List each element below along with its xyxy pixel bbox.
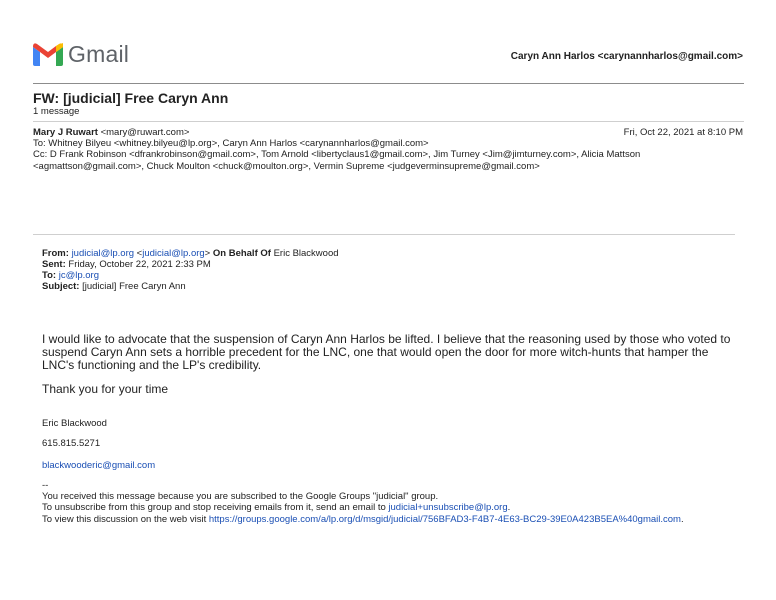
gmail-envelope-icon — [33, 43, 63, 66]
footer-period-2: . — [680, 513, 684, 525]
discussion-link[interactable]: https://groups.google.com/a/lp.org/d/msgid/judicial/756BFAD3-F4B7-4E63-BC29-39E0A423B5EA%40gmail.com — [208, 513, 681, 525]
fwd-subject-label: Subject: — [42, 281, 80, 292]
fwd-sent-label: Sent: — [42, 259, 66, 270]
footer-view-text: To view this discussion on the web visit — [42, 513, 209, 525]
thread-subject: FW: [judicial] Free Caryn Ann — [33, 90, 229, 106]
fwd-subject-row — [42, 281, 339, 292]
fwd-to-label: To: — [42, 270, 57, 281]
fwd-to-row — [42, 270, 339, 281]
header-divider — [33, 83, 744, 84]
fwd-sent-value: Friday, October 22, 2021 2:33 PM — [68, 259, 211, 270]
account-identity: Caryn Ann Harlos <carynannharlos@gmail.com> — [510, 51, 743, 62]
forward-divider — [33, 234, 735, 235]
group-footer — [42, 491, 752, 525]
message-count: 1 message — [33, 106, 80, 117]
message-date: Fri, Oct 22, 2021 at 8:10 PM — [623, 127, 743, 138]
fwd-subject-value: [judicial] Free Caryn Ann — [82, 281, 186, 292]
gmail-wordmark: Gmail — [68, 41, 130, 67]
fwd-behalf-label: On Behalf Of — [212, 248, 271, 259]
message-divider — [33, 121, 744, 122]
recipients-to: To: Whitney Bilyeu <whitney.bilyeu@lp.org>, Caryn Ann Harlos <carynannharlos@gmail.com> — [33, 138, 429, 149]
sender — [33, 127, 189, 138]
signature-email-link[interactable]: blackwooderic@gmail.com — [42, 460, 156, 471]
fwd-gt: > — [204, 248, 211, 259]
sender-name: Mary J Ruwart — [33, 127, 98, 138]
fwd-from-label: From: — [42, 248, 69, 259]
unsubscribe-link[interactable]: judicial+unsubscribe@lp.org — [388, 502, 508, 514]
footer-line-unsubscribe — [42, 502, 752, 513]
body-thanks: Thank you for your time — [42, 382, 169, 396]
fwd-to-link[interactable]: jc@lp.org — [58, 270, 99, 281]
body-paragraph: I would like to advocate that the suspension of Caryn Ann Harlos be lifted. I believe that the reasoning used by those who voted to suspend Caryn Ann sets a horrible precedent for the LNC, one that would open the door for more witch-hunts that hamper the LNC's functioning and the LP's credibility. — [42, 332, 731, 372]
fwd-behalf-name: Eric Blackwood — [273, 248, 339, 259]
footer-unsubscribe-text: To unsubscribe from this group and stop receiving emails from it, send an email to — [42, 502, 389, 514]
recipients-cc: Cc: D Frank Robinson <dfrankrobinson@gmail.com>, Tom Arnold <libertyclaus1@gmail.com>, Jim Turney <Jim@jimturney.com>, Alicia Mattson <agmattson@gmail.com>, Chuck Moulton <chuck@moulton.org>, Vermin Supreme <judgeverminsupreme@gmail.com> — [33, 149, 641, 172]
fwd-from-row — [42, 248, 339, 259]
signature-phone: 615.815.5271 — [42, 438, 101, 449]
fwd-from-link[interactable]: judicial@lp.org — [71, 248, 135, 259]
signature-name: Eric Blackwood — [42, 418, 107, 429]
footer-line-view — [42, 514, 752, 525]
footer-line-subscribed: You received this message because you are subscribed to the Google Groups "judicial" group. — [42, 491, 439, 502]
fwd-from-link-2[interactable]: judicial@lp.org — [142, 248, 205, 259]
sender-email: <mary@ruwart.com> — [100, 127, 190, 138]
fwd-sent-row — [42, 259, 339, 270]
footer-period: . — [507, 502, 511, 514]
gmail-logo — [33, 41, 128, 71]
forwarded-header — [42, 248, 339, 292]
footer-separator: -- — [42, 480, 49, 491]
fwd-lt: < — [136, 248, 143, 259]
